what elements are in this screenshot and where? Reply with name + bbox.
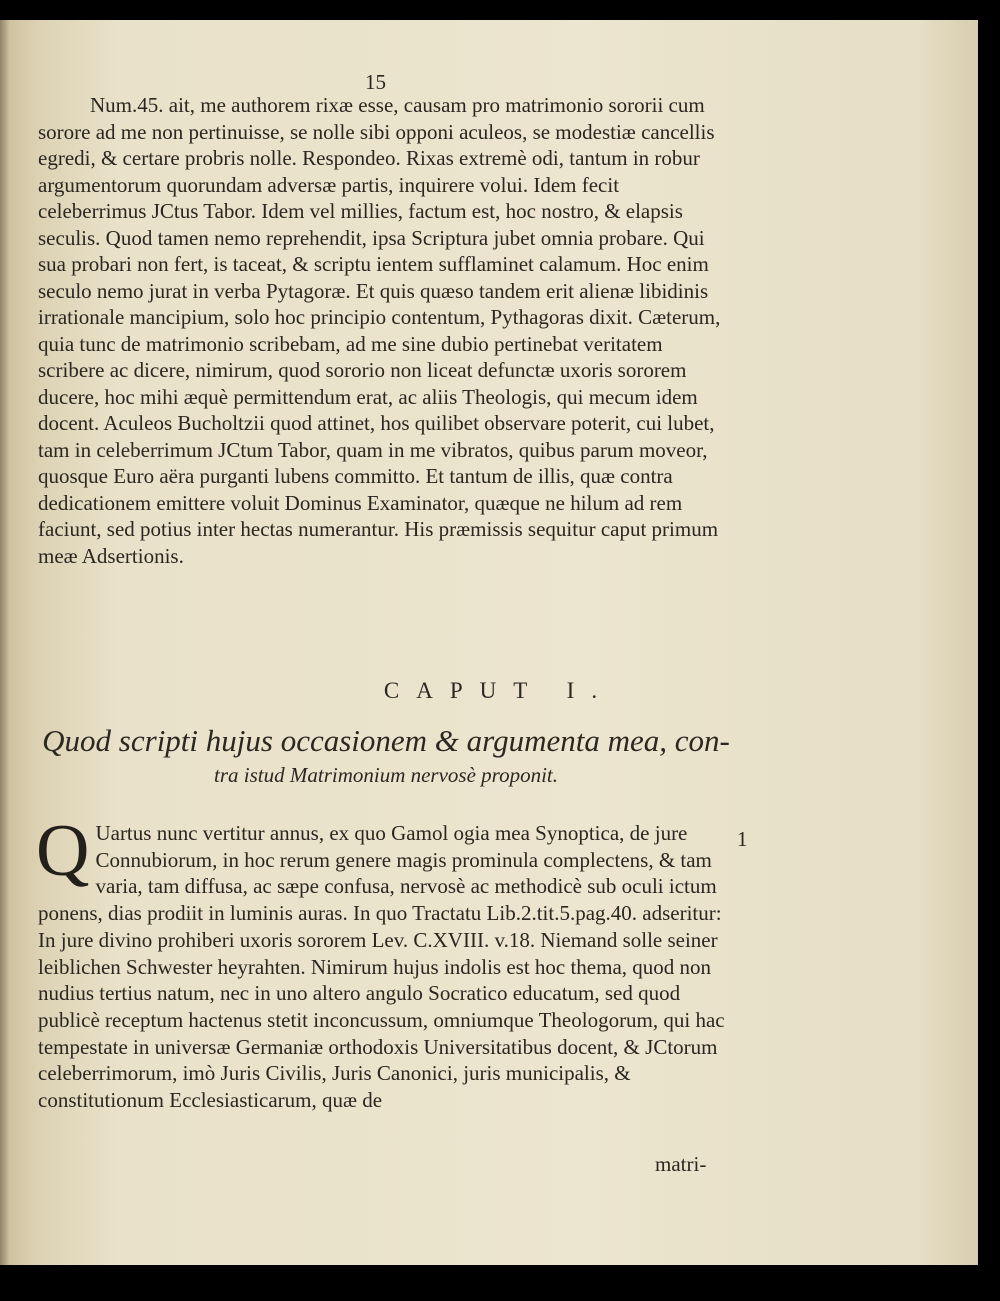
drop-cap: Q — [36, 810, 90, 892]
chapter-subtitle-line-1: Quod scripti hujus occasionem & argumenta mea, con- — [42, 723, 730, 758]
page-binding-edge — [0, 20, 9, 1265]
book-page — [0, 20, 978, 1265]
paragraph-1-text: Num.45. ait, me authorem rixæ esse, causam pro matrimonio sororii cum sorore ad me non pertinuisse, se nolle sibi opponi aculeos, se modestiæ cancellis egredi, & certare probris nolle. Respondeo. Rixas extremè odi, tantum in robur argumentorum quorundam adversæ partis, inquirere volui. Idem fecit celeberrimus JCtus Tabor. Idem vel millies, factum est, hoc nostro, & elapsis seculis. Quod tamen nemo reprehendit, ipsa Scriptura jubet omnia probare. Qui sua probari non fert, is taceat, & scriptu ientem sufflaminet calamum. Hoc enim seculo nemo jurat in verba Pytagoræ. Et quis quæso tandem erit alienæ libidinis irrationale mancipium, solo hoc principio contentum, Pythagoras dixit. Cæterum, quia tunc de matrimonio scribebam, ad me sine dubio pertinebat veritatem scribere ac dicere, nimirum, quod sororio non liceat defunctæ uxoris sororem ducere, hoc mihi æquè permittendum erat, ac aliis Theologis, qui mecum idem docent. Aculeos Bucholtzii quod attinet, hos quilibet observare poterit, cui lubet, tam in celeberrimum JCtum Tabor, quam in me vibratos, quibus parum moveor, quosque Euro aëra purganti lubens committo. Et tantum de illis, quæ contra dedicationem emittere voluit Dominus Examinator, quæque ne hilum ad rem faciunt, sed potius inter hectas numerantur. His præmissis sequitur caput primum meæ Adsertionis. — [38, 93, 721, 568]
chapter-subtitle-line-2: tra istud Matrimonium nervosè proponit. — [214, 763, 558, 787]
paragraph-1 — [38, 92, 730, 569]
page-number: 15 — [365, 70, 386, 94]
chapter-heading: CAPUT I. — [383, 678, 615, 703]
paragraph-2-text: Uartus nunc vertitur annus, ex quo Gamol ogia mea Synoptica, de jure Connubiorum, in hoc rerum genere magis prominula complectens, & tam varia, tam diffusa, ac sæpe confusa, nervosè ac methodicè sub oculi ictum ponens, dias prodiit in luminis auras. In quo Tractatu Lib.2.tit.5.pag.40. adseritur: In jure divino prohiberi uxoris sororem Lev. C.XVIII. v.18. Niemand solle seiner leiblichen Schwester heyrahten. Nimirum hujus indolis est hoc thema, quod non nudius tertius natum, nec in uno altero angulo Socratico educatum, sed quod publicè receptum hactenus stetit inconcussum, omniumque Theologorum, qui hac tempestate in universæ Germaniæ orthodoxis Universitatibus docent, & JCtorum celeberrimorum, imò Juris Civilis, Juris Canonici, juris municipalis, & constitutionum Ecclesiasticarum, quæ de — [38, 821, 725, 1113]
margin-note-mark: 1 — [737, 827, 748, 851]
catchword: matri- — [655, 1152, 707, 1176]
paragraph-2 — [36, 810, 730, 1114]
